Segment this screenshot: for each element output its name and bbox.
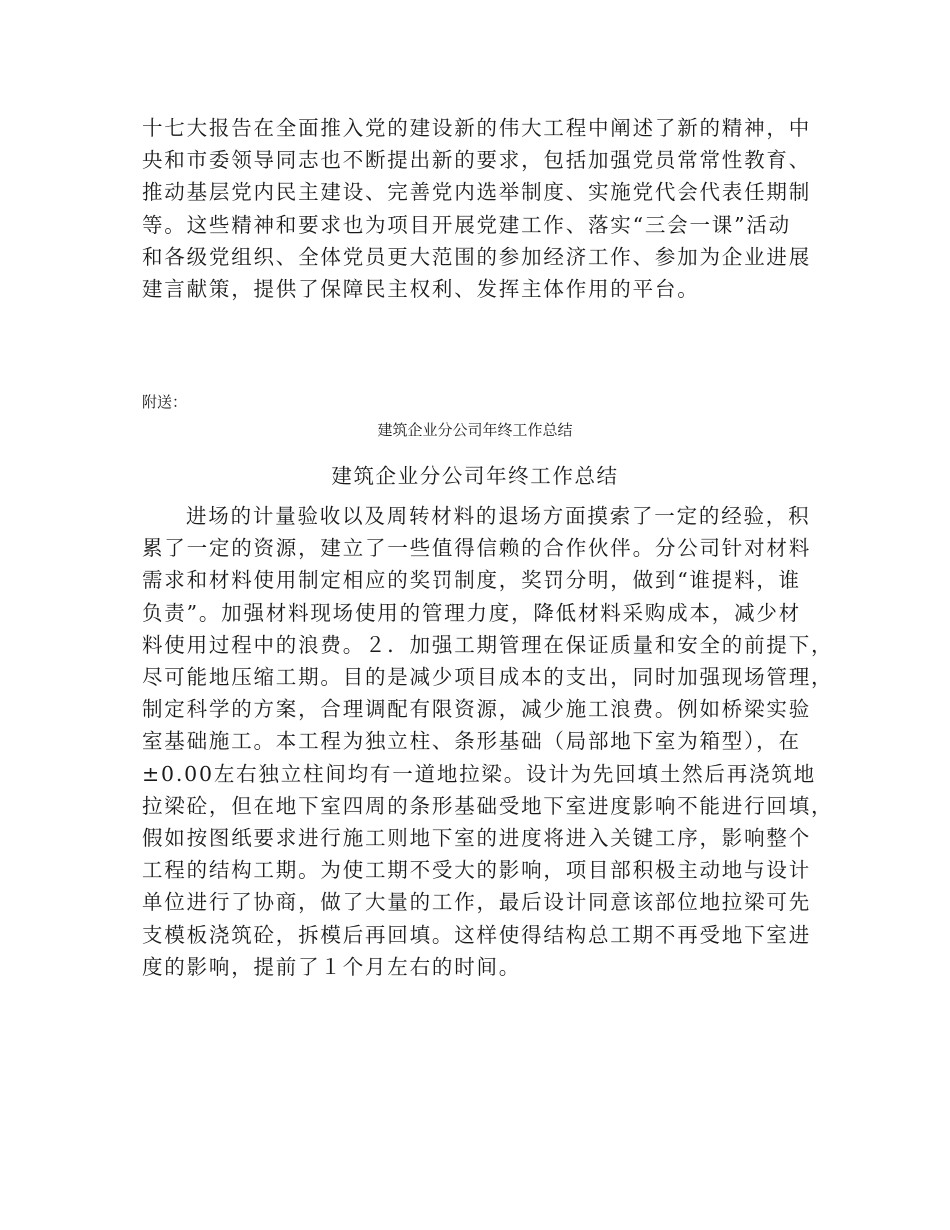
paragraph-line: 负责”。加强材料现场使用的管理力度，降低材料采购成本，减少材 [142,600,801,625]
paragraph-line: 度的影响，提前了１个月左右的时间。 [142,954,522,979]
paragraph-line: 和各级党组织、全体党员更大范围的参加经济工作、参加为企业进展 [142,244,811,269]
paragraph-line: 尽可能地压缩工期。目的是减少项目成本的支出，同时加强现场管理， [142,665,834,690]
paragraph-line: 工程的结构工期。为使工期不受大的影响，项目部积极主动地与设计 [142,858,811,883]
paragraph-line: 累了一定的资源，建立了一些值得信赖的合作伙伴。分公司针对材料 [142,536,811,561]
paragraph-line: 需求和材料使用制定相应的奖罚制度，奖罚分明，做到“谁提料，谁 [142,568,801,593]
paragraph-line: 室基础施工。本工程为独立柱、条形基础（局部地下室为箱型），在 [142,729,801,754]
intro-paragraph [142,112,811,305]
paragraph-line: 建言献策，提供了保障民主权利、发挥主体作用的平台。 [142,277,700,302]
paragraph-line: 进场的计量验收以及周转材料的退场方面摸索了一定的经验，积 [186,504,811,528]
paragraph-line: ±0.00左右独立柱间均有一道地拉梁。设计为先回填土然后再浇筑地 [142,761,816,786]
paragraph-line: 制定科学的方案，合理调配有限资源，减少施工浪费。例如桥梁实验 [142,697,811,722]
attachment-label: 附送： [142,393,188,411]
attachment-title: 建筑企业分公司年终工作总结 [377,421,573,439]
paragraph-line: 十七大报告在全面推入党的建设新的伟大工程中阐述了新的精神，中 [142,116,811,140]
paragraph-line: 等。这些精神和要求也为项目开展党建工作、落实“三会一课”活动 [142,212,791,237]
paragraph-line: 央和市委领导同志也不断提出新的要求，包括加强党员常常性教育、 [142,148,811,173]
paragraph-line: 推动基层党内民主建设、完善党内选举制度、实施党代会代表任期制 [142,180,811,205]
paragraph-line: 拉梁砼，但在地下室四周的条形基础受地下室进度影响不能进行回填， [142,793,834,818]
paragraph-line: 假如按图纸要求进行施工则地下室的进度将进入关键工序，影响整个 [142,826,811,851]
paragraph-line: 单位进行了协商，做了大量的工作，最后设计同意该部位地拉梁可先 [142,890,811,915]
paragraph-line: 料使用过程中的浪费。２．加强工期管理在保证质量和安全的前提下， [142,632,834,657]
paragraph-line: 支模板浇筑砼，拆模后再回填。这样使得结构总工期不再受地下室进 [142,922,811,947]
body-paragraph [142,500,834,983]
section-title: 建筑企业分公司年终工作总结 [331,464,619,488]
